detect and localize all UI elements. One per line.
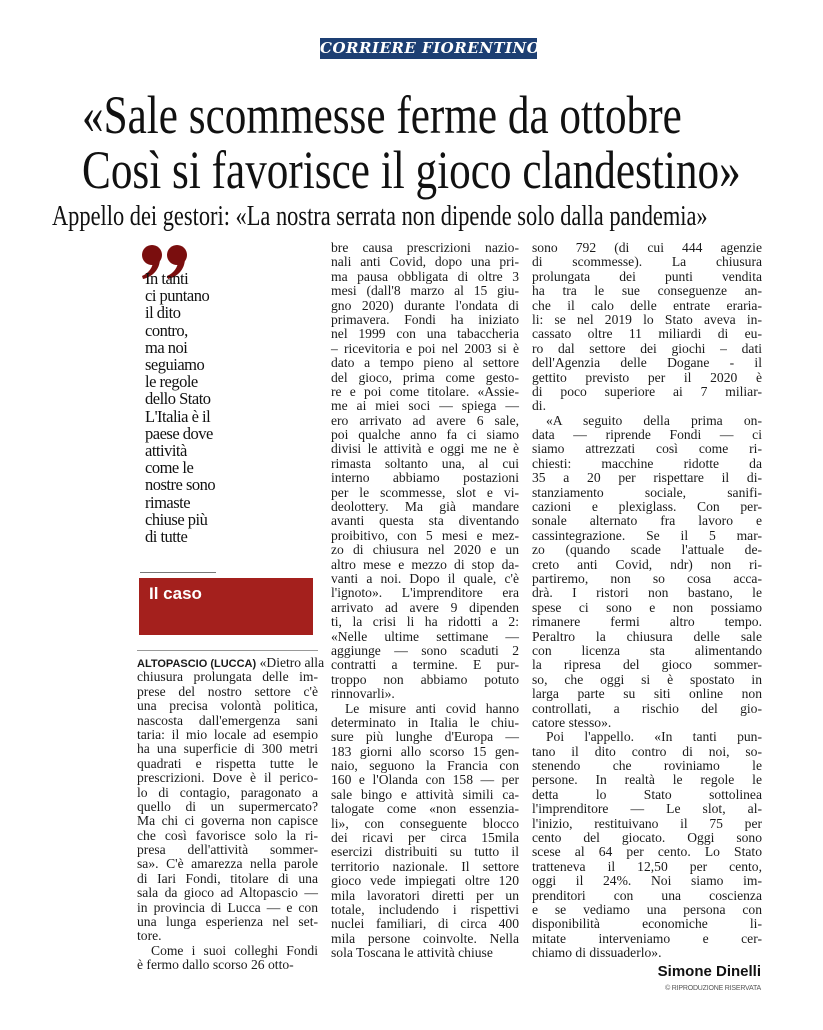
article-text-line: bre causa prescrizioni nazio- <box>331 240 519 255</box>
article-text-line: taria: il mio locale ad esempio <box>137 726 318 742</box>
article-text-line: li», con conseguente blocco <box>331 815 519 831</box>
article-text-line: li: se nel 2019 lo Stato aveva in- <box>532 311 762 327</box>
headline-line: «Sale scommesse ferme da ottobre <box>82 85 682 145</box>
article-text-line: sono 792 (di cui 444 agenzie <box>532 240 762 255</box>
article-text-line: l'imprenditore — Le slot, al- <box>532 801 762 817</box>
article-text-line: tano il dito contro di noi, so- <box>532 743 762 759</box>
article-text-line: poi qualche anno fa ci siamo <box>331 427 519 443</box>
pull-quote-line: chiuse più <box>145 509 208 529</box>
pull-quote-line: ma noi <box>145 337 188 357</box>
article-text-line: aggiunge — sono scaduti 2 <box>331 642 519 658</box>
article-text-line: nel 1999 con una tabaccheria <box>331 326 519 342</box>
copyright-notice: © RIPRODUZIONE RISERVATA <box>665 985 761 992</box>
article-text-line: Come i suoi colleghi Fondi <box>151 942 318 958</box>
article-text-line: mila persone coinvolte. Nella <box>331 930 519 946</box>
article-text: «Dietro alla <box>259 655 325 670</box>
article-text-line: che il calo delle entrate eraria- <box>532 297 762 313</box>
article-text-line: quadrati e rispetta tutte le <box>137 755 318 771</box>
article-column-1 <box>137 655 325 973</box>
pull-quote-line: paese dove <box>145 423 213 443</box>
article-text-line: tore. <box>137 928 162 944</box>
article-text-line: sure più lunghe d'Europa — <box>331 729 519 745</box>
article-text-line: troppo non abbiamo potuto <box>331 671 519 687</box>
article-text-line: Ma chi ci governa non capisce <box>137 813 318 829</box>
article-text-line: re e poi come titolare. «Assie- <box>331 383 519 399</box>
article-text-line: dell'Agenzia delle Dogane - il <box>532 355 762 371</box>
article-text-line: «A seguito della prima on- <box>546 412 762 428</box>
article-text-line: prescrizioni. Dove è il perico- <box>137 770 318 786</box>
pull-quote-line: In tanti <box>145 269 189 288</box>
article-text-line: naio, seguono la Francia con <box>331 758 519 774</box>
article-text-line: chiusura prolungata delle im- <box>137 669 318 685</box>
pull-quote-line: di tutte <box>145 527 188 547</box>
article-text-line: 160 e l'Olanda con 158 — per <box>331 772 519 788</box>
pull-quote-line: seguiamo <box>145 355 205 375</box>
article-text-line: gettito previsto per il 2020 è <box>532 369 762 385</box>
article-text-line: arrivato ad avere 9 dipenden <box>331 599 519 615</box>
article-text-line: disponibilità economiche li- <box>532 916 762 932</box>
article-text-line: gno 2020) durante l'ondata di <box>331 297 519 313</box>
article-text-line: Le misure anti covid hanno <box>345 700 519 716</box>
byline: Simone Dinelli <box>657 963 761 980</box>
article-text-line: zo di chiusura nel 2020 e un <box>331 542 519 558</box>
article-text-line: gioco vede impiegati oltre 120 <box>331 873 519 889</box>
article-text-line: siamo attrezzati così come ri- <box>532 441 762 457</box>
article-text-line: vanti a noi. Dopo il quale, c'è <box>331 570 519 586</box>
article-text-line: chiamo di dissuaderlo». <box>532 945 662 961</box>
article-text-line: Peraltro la chiusura delle sale <box>532 628 762 644</box>
article-text-line: oggi il 24%. Noi siamo im- <box>532 873 762 889</box>
article-text-line: è fermo dallo scorso 26 otto- <box>137 957 294 973</box>
pull-quote-line: le regole <box>145 372 198 392</box>
article-text-line: quello di un supermercato? <box>137 798 318 814</box>
article-text-line: esercizi distribuiti su tutto il <box>331 844 519 860</box>
article-text-line: dei ricavi per circa 15mila <box>331 830 519 846</box>
dateline: ALTOPASCIO (LUCCA) <box>137 658 257 670</box>
article-text-line: territorio nazionale. Il settore <box>331 858 519 874</box>
subheadline: Appello dei gestori: «La nostra serrata non dipende solo dalla pandemia» <box>52 201 708 232</box>
article-column-3 <box>532 241 762 961</box>
article-text-line: persone. In realtà le regole le <box>532 772 762 788</box>
article-text-line: sa». C'è amarezza nella parole <box>137 856 318 872</box>
article-text-line: data — riprende Fondi — ci <box>532 427 762 443</box>
pull-quote-line: dello Stato <box>145 389 211 409</box>
article-text-line: ha una superficie di 300 metri <box>137 741 318 757</box>
article-text-line: cazioni e plexiglass. Con per- <box>532 499 762 515</box>
article-text-line: dato a tempo pieno al settore <box>331 355 519 371</box>
article-text-line: «Nelle ultime settimane — <box>331 628 519 644</box>
article-text-line: nascosta dall'emergenza sani <box>137 712 318 728</box>
article-text-line: nali anti Covid, dopo una pri- <box>331 254 519 270</box>
article-text-line: 183 giorni allo scorso 15 gen- <box>331 743 519 759</box>
pull-quote-line: ci puntano <box>145 286 210 306</box>
article-text-line: zo (quando scade l'attuale de- <box>532 542 762 558</box>
article-text-line: cassintegrazione. Se il 5 mar- <box>532 527 762 543</box>
article-text-line: una precisa volontà politica, <box>137 698 318 714</box>
article-text-line: di scommesse). La chiusura <box>532 254 762 270</box>
article-text-line: avanti questa sta diventando <box>331 513 519 529</box>
article-text-line: rinnovarli». <box>331 686 395 702</box>
article-text-line: catore stesso». <box>532 714 612 730</box>
pull-quote-line: il dito <box>145 303 181 323</box>
article-text-line: Poi l'appello. «In tanti pun- <box>546 729 762 745</box>
divider <box>137 650 318 651</box>
article-text-line: per le scommesse, slot e vi- <box>331 484 519 500</box>
article-text-line: proibitivo, con 5 mesi e mez- <box>331 527 519 543</box>
headline <box>82 85 741 200</box>
article-text-line <box>137 655 325 670</box>
article-text-line: partiremo, non so cosa acca- <box>532 570 762 586</box>
article-text-line: drà. I ristori non bastano, le <box>532 585 762 601</box>
masthead-logo: CORRIERE FIORENTINO <box>320 39 541 57</box>
article-text-line: mitate interveniamo e cer- <box>532 930 762 946</box>
article-text-line: mila lavoratori diretti per un <box>331 887 519 903</box>
article-text-line: prese del nostro settore c'è <box>137 683 318 699</box>
article-text-line: presa dell'attività sommer- <box>137 842 318 858</box>
article-text-line: scese al 64 per cento. Lo Stato <box>532 844 762 860</box>
article-text-line: di. <box>532 398 546 414</box>
article-text-line: di Iari Fondi, titolare di una <box>137 870 318 886</box>
headline-line: Così si favorisce il gioco clandestino» <box>82 140 741 200</box>
article-text-line: una lunga esperienza nel set- <box>137 914 318 930</box>
pull-quote-line: attività <box>145 441 187 461</box>
article-text-line: l'ignoto». L'imprenditore era <box>331 585 519 601</box>
article-text-line: interno abbiamo postazioni <box>331 470 519 486</box>
article-text-line: ro dal settore dei giochi – dati <box>532 340 762 356</box>
article-text-line: rimasta soltanto una, al cui <box>331 455 519 471</box>
article-text-line: la ripresa del gioco sommer- <box>532 657 762 673</box>
article-text-line: in provincia di Lucca — e con <box>137 899 318 915</box>
pull-quote-line: rimaste <box>145 492 191 512</box>
article-text-line: del gioco, prima come gesto- <box>331 369 519 385</box>
article-text-line: cento del giocato. Oggi sono <box>532 830 762 846</box>
divider <box>140 572 216 573</box>
article-text-line: prenditori con una coscienza <box>532 887 762 903</box>
article-text-line: e se vediamo una persona con <box>532 901 762 917</box>
pull-quote-line: nostre sono <box>145 475 216 495</box>
article-text-line: sala da gioco ad Altopascio — <box>137 885 318 901</box>
article-text-line: spese ci sono e non possiamo <box>532 599 762 615</box>
article-text-line: mesi (dall'8 marzo al 15 giu- <box>331 283 519 299</box>
article-text-line: controllati, a rischio del gio- <box>532 700 762 716</box>
article-column-2 <box>331 241 519 961</box>
article-text-line: larga parte su siti online non <box>532 686 762 702</box>
pull-quote-line: L'Italia è il <box>145 406 211 426</box>
article-text-line: totale, includendo i rispettivi <box>331 901 519 917</box>
article-text-line: primavera. Fondi ha iniziato <box>331 311 519 327</box>
section-label: Il caso <box>149 584 202 603</box>
article-text-line: prolungata dei punti vendita <box>532 268 762 284</box>
article-text-line: contratti a termine. E pur- <box>331 657 519 673</box>
article-text-line: me ai miei soci — spiega — <box>331 398 519 414</box>
section-label-box <box>139 578 313 635</box>
article-text-line: stenendo che roviniamo le <box>532 758 762 774</box>
article-text-line: 35 a 20 per rispettare il di- <box>532 470 762 486</box>
article-text-line: sonale alternato fra lavoro e <box>532 513 762 529</box>
article-text-line: so, che oggi si è spostato in <box>532 671 762 687</box>
article-text-line: – ricevitoria e poi nel 2003 si è <box>331 340 519 356</box>
article-text-line: sale bingo e attività simili ca- <box>331 786 519 802</box>
pull-quote <box>145 270 215 545</box>
article-text-line: di poco superiore ai 7 miliar- <box>532 383 762 399</box>
article-text-line: chiesti: macchine ridotte da <box>532 455 762 471</box>
article-text-line: che così favorisce solo la ri- <box>137 827 318 843</box>
article-text-line: talogate come «non essenzia- <box>331 801 519 817</box>
article-text-line: lo di contagio, paragonato a <box>137 784 318 800</box>
article-text-line: ero arrivato ad avere 6 sale, <box>331 412 519 428</box>
article-text-line: creto anti Covid, ndr) non ri- <box>532 556 762 572</box>
article-text-line: rimanere fermi altro tempo. <box>532 614 762 630</box>
article-text-line: ti, la crisi li ha ridotti a 2: <box>331 614 519 630</box>
pull-quote-line: come le <box>145 458 194 478</box>
article-text-line: nuclei familiari, di circa 400 <box>331 916 519 932</box>
article-text-line: altro mese e mezzo di stop da- <box>331 556 519 572</box>
article-text-line: l'inizio, restituivano il 75 per <box>532 815 762 831</box>
article-text-line: deolottery. Ma già mandare <box>331 499 519 515</box>
article-text-line: con licenza sta alimentando <box>532 642 762 658</box>
article-text-line: stanziamento sociale, sanifi- <box>532 484 762 500</box>
pull-quote-line: contro, <box>145 320 188 340</box>
article-text-line: cassato oltre 11 miliardi di eu- <box>532 326 762 342</box>
article-text-line: tratteneva il 12,50 per cento, <box>532 858 762 874</box>
article-text-line: divisi le attività e oggi me ne è <box>331 441 519 457</box>
article-text-line: determinato in Italia le chiu- <box>331 714 519 730</box>
article-text-line: detta lo Stato sottolinea <box>532 786 762 802</box>
article-text-line: ma pausa obbligata di oltre 3 <box>331 268 519 284</box>
article-text-line: ha tra le sue conseguenze an- <box>532 283 762 299</box>
article-text-line: sola Toscana le attività chiuse <box>331 945 493 961</box>
